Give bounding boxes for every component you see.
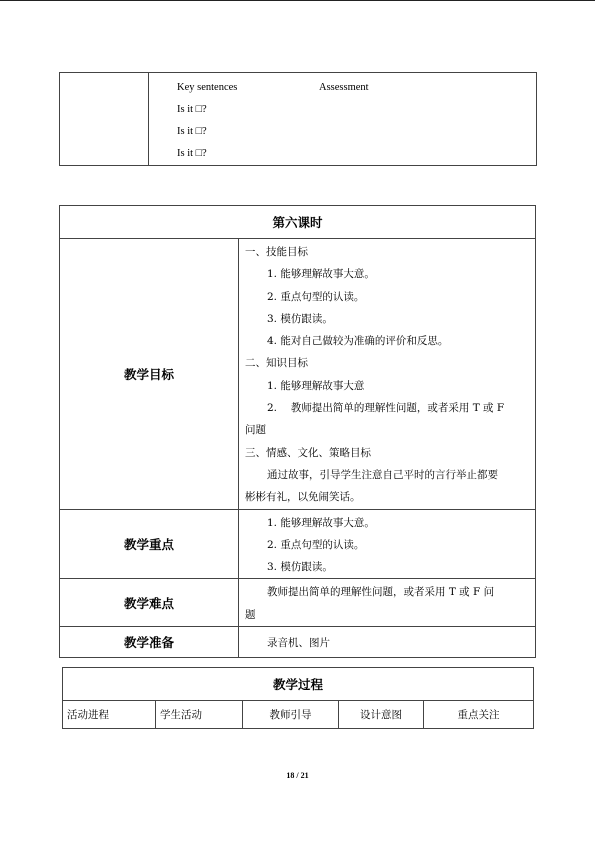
goal-item: 2. 教师提出简单的理解性问题，或者采用 T 或 F <box>267 402 505 415</box>
key-point-item: 3. 模仿跟读。 <box>267 561 333 574</box>
sentence-row: Is it □? <box>177 148 207 159</box>
teaching-process-table <box>62 667 534 729</box>
process-title: 教学过程 <box>63 668 534 701</box>
goal-paragraph: 通过故事，引导学生注意自己平时的言行举止都要 <box>267 468 498 481</box>
goal-item: 4. 能对自己做较为准确的评价和反思。 <box>267 335 449 348</box>
difficulty-content <box>239 579 536 627</box>
key-point-item: 1. 能够理解故事大意。 <box>267 516 375 529</box>
difficulty-text-continued: 题 <box>245 608 256 621</box>
page-number: 18 / 21 <box>286 771 309 780</box>
page-top-rule <box>0 0 595 1</box>
goal-paragraph-continued: 彬彬有礼，以免闹笑话。 <box>245 491 361 504</box>
goal-item-continued: 问题 <box>245 424 266 437</box>
assessment-label: Assessment <box>319 82 369 93</box>
goals-content <box>239 239 536 510</box>
key-sentences-table <box>59 72 537 166</box>
difficulty-text: 教师提出简单的理解性问题，或者采用 T 或 F 问 <box>267 586 495 599</box>
key-point-item: 2. 重点句型的认读。 <box>267 538 365 551</box>
difficulty-label: 教学难点 <box>60 579 239 627</box>
lesson-title: 第六课时 <box>60 206 536 239</box>
empty-cell <box>60 73 149 166</box>
column-header: 重点关注 <box>424 701 534 729</box>
key-points-label: 教学重点 <box>60 509 239 579</box>
preparation-text: 录音机、图片 <box>239 627 536 658</box>
column-header: 学生活动 <box>156 701 243 729</box>
preparation-label: 教学准备 <box>60 627 239 658</box>
goals-label: 教学目标 <box>60 239 239 510</box>
goal-item: 2. 重点句型的认读。 <box>267 290 365 303</box>
goal-item: 3. 模仿跟读。 <box>267 312 333 325</box>
key-sentences-cell <box>149 73 537 166</box>
sentence-row: Is it □? <box>177 104 207 115</box>
column-header: 教师引导 <box>243 701 339 729</box>
column-header: 活动进程 <box>63 701 156 729</box>
sentence-row: Is it □? <box>177 126 207 137</box>
goal-item: 1. 能够理解故事大意 <box>267 379 365 392</box>
key-sentences-label: Key sentences <box>177 82 238 93</box>
key-points-content <box>239 509 536 579</box>
goal-section-title: 一、技能目标 <box>245 246 308 258</box>
lesson-plan-table <box>59 205 536 658</box>
goal-section-title: 二、知识目标 <box>245 357 308 370</box>
goal-section-title: 三、情感、文化、策略目标 <box>245 446 371 459</box>
goal-item: 1. 能够理解故事大意。 <box>267 268 375 281</box>
key-sentences-header <box>149 73 536 99</box>
column-header: 设计意图 <box>339 701 424 729</box>
